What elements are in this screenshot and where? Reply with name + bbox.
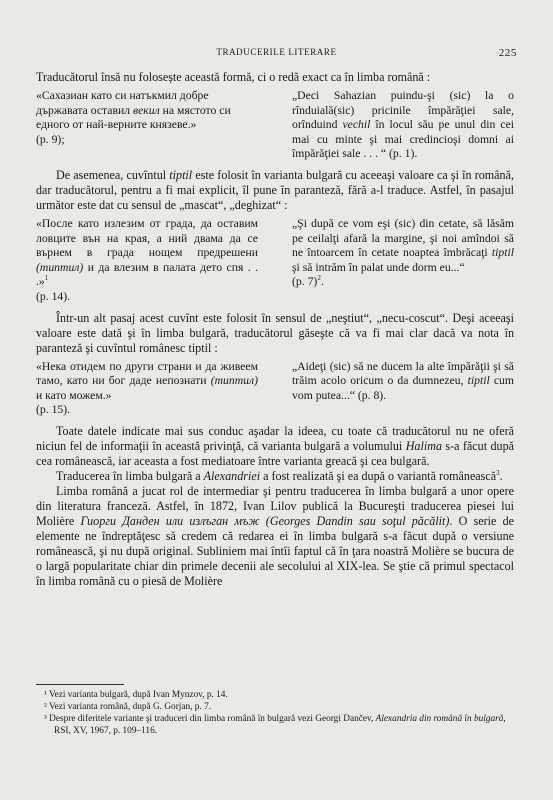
footnote: ¹ Vezi varianta bulgară, după Ivan Mynzov, p. 14. — [44, 690, 228, 700]
paragraph: Traducătorul însă nu folosește această formă, ci o redă exact ca în limba română : — [36, 70, 431, 84]
quote-pair — [36, 217, 514, 305]
quote-romanian: „Deci Sahazian puindu-şi (sic) la o rînduială(sic) pricinile împărăţiei sale, orînduind vechil în locul său pe unul din cei mai cu minte şi mai credincioşi domni ai împărăţiei sale . . . “ (p. 1). — [292, 89, 515, 161]
quote-romanian: „Şi după ce vom eşi (sic) din cetate, să lăsăm pe ceilalţi afară la margine, şi noi amîndoi să ne întoarcem în cetate noaptea îmbrăcaţi tiptil şi să intrăm în palat unde dorm eu...“ (p. 7)$^2$. — [292, 216, 514, 289]
quote-bulgarian: «Сахазиан като си натъкмил добре държавата оставил векил на мястото си едного от най-верните князеве.» (p. 9); — [36, 89, 231, 146]
quote-pair — [36, 89, 514, 162]
quote-bulgarian: «После като излезим от града, да оставим ловците вън на края, а ний двама да се върнем в града нощем предрешени (типтил) и да влезим в палата дето спя . . .»$^1$ (p. 14). — [36, 216, 258, 303]
paragraph: Limba română a jucat rol de intermediar şi pentru traducerea în limba bulgară a unor opere din literatura franceză. Astfel, în 1872, Ivan Lilov publică la Bucureşti traducerea piesei lui Molière Гиорги Данден или излъган мъж (Georges Dandin sau soţul păcălit). O serie de elemente ne îndreptăţesc să credem că redarea ei în limba bulgară s-a făcut după o versiune românească, şi nu după original. Subliniem mai întîi faptul că în ţara noastră Molière se bucura de o largă popularitate chiar din primele decenii ale secolului al XIX-lea. Se ştie că primul spectacol în limba română cu o piesă de Molière — [36, 483, 514, 588]
footnote-rule — [36, 684, 124, 685]
footnote: ³ Despre diferitele variante şi traduceri din limba română în bulgară vezi Georgi Dančev, Alexandria din română în bulgară, RSI, XV, 1967, p. 109–116. — [44, 714, 506, 736]
quote-romanian: „Aideţi (sic) să ne ducem la alte împărăţii şi să trăim acolo oricum o da dumnezeu, tiptil cum vom putea...“ (p. 8). — [292, 359, 514, 402]
paragraph: Toate datele indicate mai sus conduc aşadar la ideea, cu toate că traducătorul nu ne oferă niciun fel de informaţii în această privinţă, că varianta bulgară a volumului Halima s-a făcut după cea românească, iar aceasta a fost mediatoare între varianta greacă şi cea bulgară. — [36, 423, 515, 468]
footnote: ² Vezi varianta română, după G. Gorjan, p. 7. — [44, 702, 212, 712]
page-number: 225 — [498, 47, 517, 59]
running-title: TRADUCERILE LITERARE — [216, 47, 337, 57]
quote-bulgarian: «Нека отидем по други страни и да живеем тамо, като ни бог даде непознати (типтил) и като можем.» (p. 15). — [36, 359, 258, 417]
body-text — [36, 70, 514, 589]
running-head — [36, 47, 517, 61]
quote-pair — [36, 360, 514, 418]
paragraph: Într-un alt pasaj acest cuvînt este folosit în sensul de „neştiut“, „necu-coscut“. Deşi aceeaşi valoare este dată şi în limba bulgară, traducătorul găseşte că va fi mai clar dacă va nota în paranteză şi cuvîntul românesc tiptil : — [36, 310, 514, 355]
paragraph: De asemenea, cuvîntul tiptil este folosit în varianta bulgară cu aceeaşi valoare ca şi în română, dar traducătorul, pentru a fi mai explicit, îl pune în paranteză, fără a-l traduce. Astfel, în pasajul următor este dat cu sensul de „mascat“, „deghizat“ : — [36, 167, 514, 212]
paragraph: Traducerea în limba bulgară a Alexandriei a fost realizată şi ea după o variantă românească$^3$. — [56, 468, 503, 483]
footnotes — [36, 684, 514, 737]
